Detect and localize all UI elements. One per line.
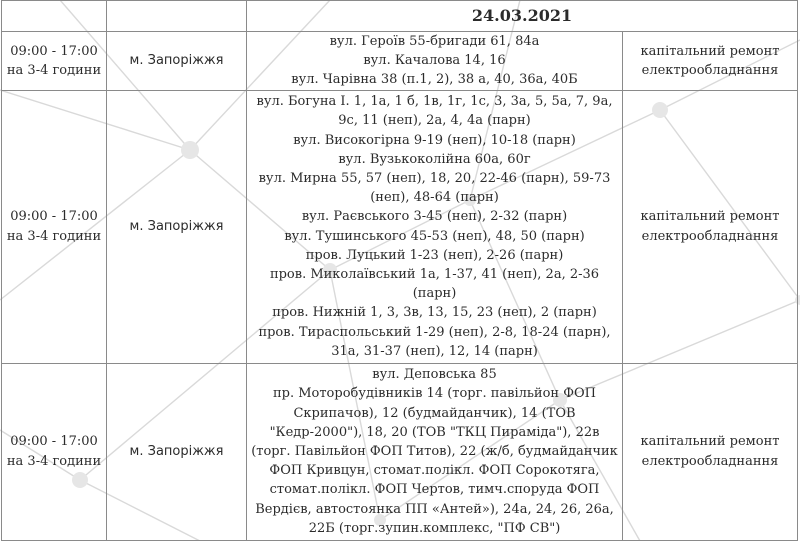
reason-cell — [623, 32, 798, 91]
reason-cell — [623, 90, 798, 363]
address-line: вул. Тушинського 45-53 (неп), 48, 50 (парн) — [284, 228, 585, 244]
address-line: вул. Качалова 14, 16 — [363, 53, 506, 69]
date-header-row — [2, 1, 798, 32]
time-range: 09:00 - 17:00 — [10, 209, 98, 225]
table-row — [2, 363, 798, 540]
time-cell — [2, 32, 107, 91]
address-cell — [247, 90, 623, 363]
reason-line: капітальний ремонт — [640, 43, 780, 59]
table-row — [2, 32, 798, 91]
duration: на 3-4 години — [6, 453, 102, 469]
address-cell — [247, 32, 623, 91]
duration: на 3-4 години — [6, 228, 102, 244]
empty-header-cell — [2, 1, 107, 32]
address-line: пров. Миколаївський 1а, 1-37, 41 (неп), 2а, 2-36 (парн) — [269, 267, 600, 302]
address-line: вул. Богуна І. 1, 1а, 1 б, 1в, 1г, 1с, 3, 3а, 5, 5а, 7, 9а, 9с, 11 (неп), 2а, 4, 4а (парн) — [256, 94, 613, 129]
empty-header-cell — [107, 1, 247, 32]
address-line: вул. Героїв 55-бригади 61, 84а — [329, 34, 540, 49]
city-cell: м. Запоріжжя — [107, 90, 247, 363]
address-line: вул. Вузькоколійна 60а, 60г — [338, 151, 531, 167]
time-range: 09:00 - 17:00 — [10, 43, 98, 59]
date-header: 24.03.2021 — [247, 1, 798, 32]
address-line: пр. Моторобудівників 14 (торг. павільйон ФОП Скрипачов), 12 (будмайданчик), 14 (ТОВ "Кедр-2000"), 18, 20 (ТОВ "ТКЦ Пираміда"), 22в (торг. Павільйон ФОП Титов), 22 (ж/б, будмайданчик ФОП Кривцун, стомат.полікл. ФОП Сорокотяга, стомат.полікл. ФОП Чертов, тимч.споруда ФОП Вердієв, автостоянка ПП «Антей»), 24а, 24, 26, 26а, 22Б (торг.зупин.комплекс, "ПФ СВ") — [251, 386, 618, 536]
address-line: пров. Луцький 1-23 (неп), 2-26 (парн) — [305, 247, 564, 263]
duration: на 3-4 години — [6, 62, 102, 78]
address-line: вул. Раєвського 3-45 (неп), 2-32 (парн) — [301, 209, 568, 225]
address-line: пров. Тираспольський 1-29 (неп), 2-8, 18-24 (парн), 31а, 31-37 (неп), 12, 14 (парн) — [258, 324, 611, 359]
address-line: вул. Деповська 85 — [372, 367, 497, 383]
table-row — [2, 90, 798, 363]
time-cell — [2, 90, 107, 363]
address-line: вул. Мирна 55, 57 (неп), 18, 20, 22-46 (парн), 59-73 (неп), 48-64 (парн) — [258, 171, 611, 206]
address-cell — [247, 363, 623, 540]
address-line: вул. Високогірна 9-19 (неп), 10-18 (парн) — [293, 132, 576, 148]
reason-line: електрообладнання — [641, 228, 779, 244]
outage-schedule-table — [1, 0, 798, 541]
city-cell: м. Запоріжжя — [107, 32, 247, 91]
time-range: 09:00 - 17:00 — [10, 434, 98, 450]
reason-line: електрообладнання — [641, 453, 779, 469]
reason-line: капітальний ремонт — [640, 434, 780, 450]
time-cell — [2, 363, 107, 540]
reason-line: електрообладнання — [641, 62, 779, 78]
reason-line: капітальний ремонт — [640, 209, 780, 225]
address-line: вул. Чарівна 38 (п.1, 2), 38 а, 40, 36а, 40Б — [291, 72, 578, 88]
address-line: пров. Нижній 1, 3, 3в, 13, 15, 23 (неп), 2 (парн) — [272, 305, 597, 321]
reason-cell — [623, 363, 798, 540]
city-cell: м. Запоріжжя — [107, 363, 247, 540]
